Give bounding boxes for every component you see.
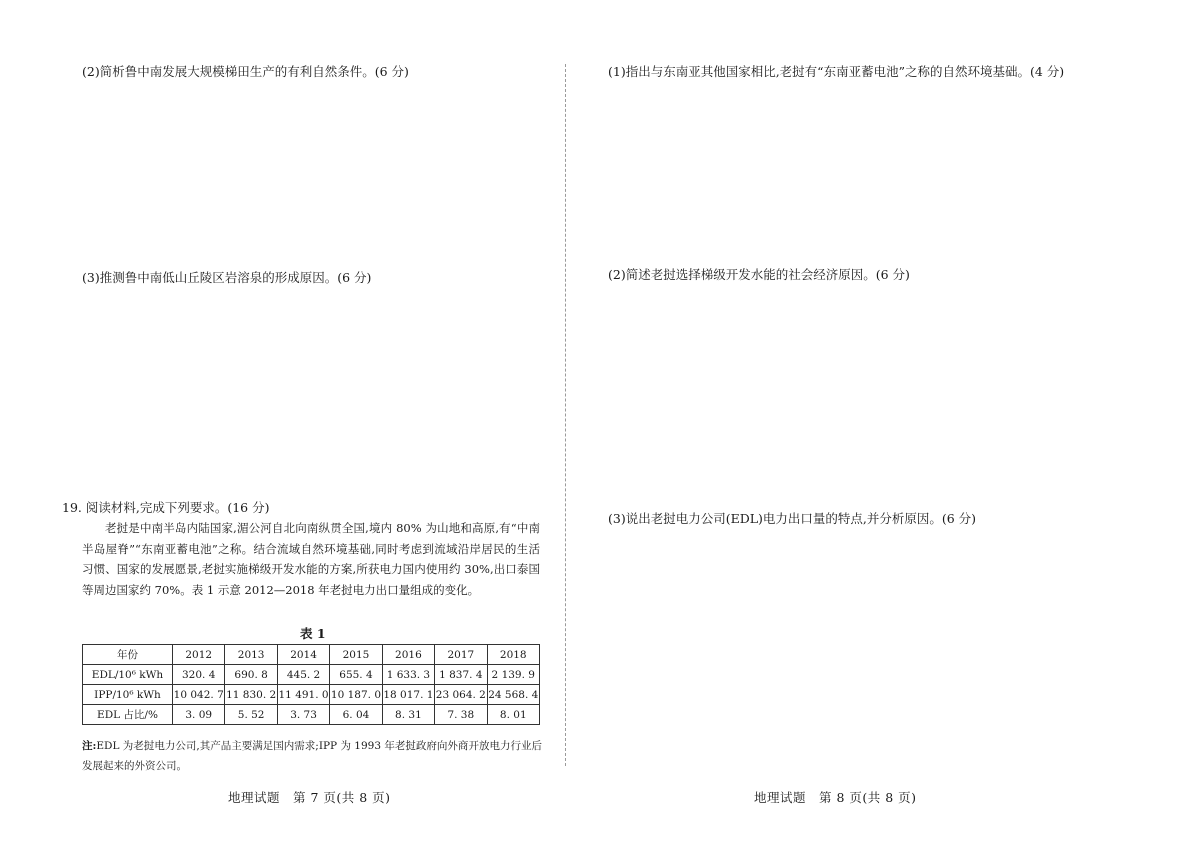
header-cell: 2016 — [382, 645, 434, 665]
header-cell: 2014 — [277, 645, 329, 665]
header-cell: 2013 — [225, 645, 277, 665]
table-row-edl — [83, 665, 540, 685]
table-cell: 5. 52 — [225, 705, 277, 725]
header-cell: 2012 — [173, 645, 225, 665]
material-paragraph: 老挝是中南半岛内陆国家,湄公河自北向南纵贯全国,境内 80% 为山地和高原,有“中南半岛屋脊”“东南亚蓄电池”之称。结合流域自然环境基础,同时考虑到流域沿岸居民的生活习惯、国家的发展愿景,老挝实施梯级开发水能的方案,所获电力国内使用约 30%,出口泰国等周边国家约 70%。表 1 示意 2012—2018 年老挝电力出口量组成的变化。 — [82, 521, 540, 597]
question-19-title: 19. 阅读材料,完成下列要求。(16 分) — [62, 500, 270, 515]
table-cell: 18 017. 1 — [382, 685, 434, 705]
table-cell: 8. 01 — [487, 705, 539, 725]
header-cell: 年份 — [83, 645, 173, 665]
table-cell: 8. 31 — [382, 705, 434, 725]
table-cell: 24 568. 4 — [487, 685, 539, 705]
data-table — [82, 644, 540, 725]
question-19-1: (1)指出与东南亚其他国家相比,老挝有“东南亚蓄电池”之称的自然环境基础。(4 分) — [608, 64, 1065, 79]
question-19-2: (2)简述老挝选择梯级开发水能的社会经济原因。(6 分) — [608, 267, 910, 282]
table-row-ipp — [83, 685, 540, 705]
header-cell: 2018 — [487, 645, 539, 665]
page-footer-8: 地理试题 第 8 页(共 8 页) — [754, 790, 917, 805]
table-cell: 10 042. 7 — [173, 685, 225, 705]
table-cell: 3. 73 — [277, 705, 329, 725]
question-19-3: (3)说出老挝电力公司(EDL)电力出口量的特点,并分析原因。(6 分) — [608, 511, 977, 526]
row-label: EDL/10⁶ kWh — [83, 665, 173, 685]
row-label: EDL 占比/% — [83, 705, 173, 725]
right-page — [568, 0, 1200, 848]
note-text: EDL 为老挝电力公司,其产品主要满足国内需求;IPP 为 1993 年老挝政府向外商开放电力行业后发展起来的外资公司。 — [82, 740, 542, 772]
table-caption: 表 1 — [300, 626, 326, 641]
question-18-2: (2)简析鲁中南发展大规模梯田生产的有利自然条件。(6 分) — [82, 64, 409, 79]
table-cell: 3. 09 — [173, 705, 225, 725]
table-cell: 11 491. 0 — [277, 685, 329, 705]
table-cell: 445. 2 — [277, 665, 329, 685]
note-label: 注: — [82, 740, 97, 752]
table-cell: 2 139. 9 — [487, 665, 539, 685]
header-cell: 2017 — [435, 645, 487, 665]
table-row-edl-share — [83, 705, 540, 725]
table-note — [82, 736, 542, 776]
table-cell: 1 633. 3 — [382, 665, 434, 685]
table-cell: 11 830. 2 — [225, 685, 277, 705]
table-header-row — [83, 645, 540, 665]
header-cell: 2015 — [330, 645, 382, 665]
table-cell: 1 837. 4 — [435, 665, 487, 685]
question-19-material — [82, 518, 540, 600]
page-divider — [565, 64, 566, 766]
table-cell: 10 187. 0 — [330, 685, 382, 705]
table-cell: 23 064. 2 — [435, 685, 487, 705]
page-footer-7: 地理试题 第 7 页(共 8 页) — [228, 790, 391, 805]
row-label: IPP/10⁶ kWh — [83, 685, 173, 705]
table-cell: 320. 4 — [173, 665, 225, 685]
table-cell: 7. 38 — [435, 705, 487, 725]
table-cell: 655. 4 — [330, 665, 382, 685]
question-18-3: (3)推测鲁中南低山丘陵区岩溶泉的形成原因。(6 分) — [82, 270, 372, 285]
left-page — [0, 0, 568, 848]
table-cell: 6. 04 — [330, 705, 382, 725]
table-cell: 690. 8 — [225, 665, 277, 685]
